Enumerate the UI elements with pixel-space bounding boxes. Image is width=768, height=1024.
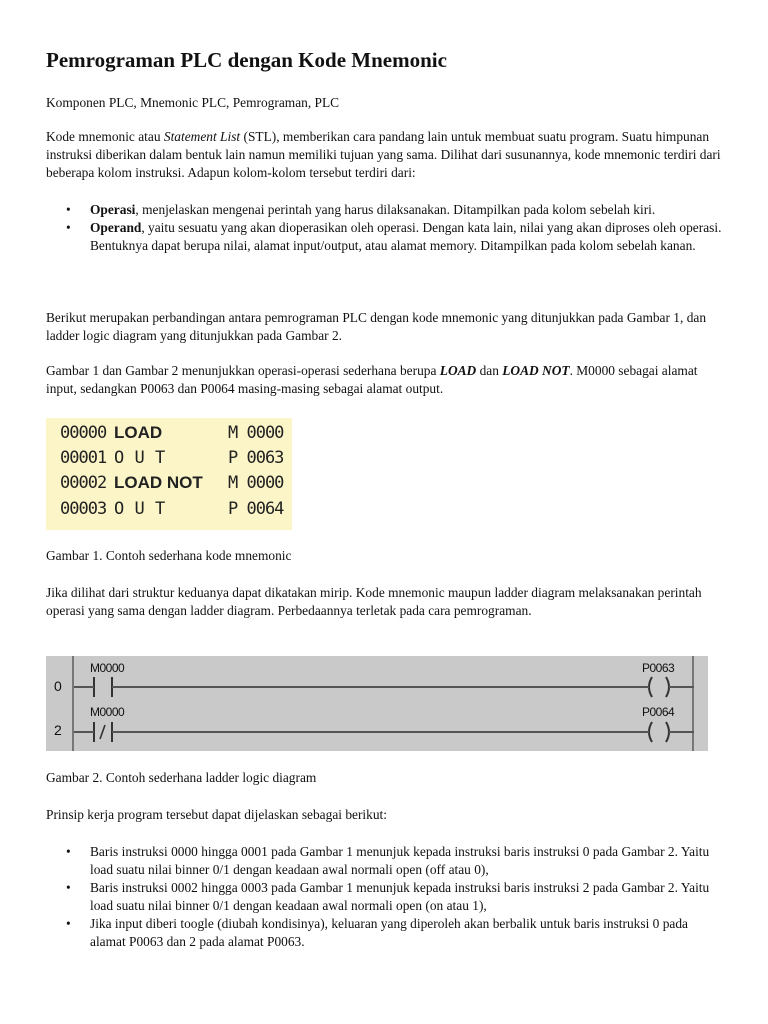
mnemonic-operand: M 0000 <box>228 423 284 443</box>
normally-closed-contact-icon <box>92 721 122 743</box>
term-desc: , menjelaskan mengenai perintah yang harus dilaksanakan. Ditampilkan pada kolom sebelah kiri. <box>135 202 656 217</box>
mnemonic-instruction: O U T <box>114 499 166 519</box>
coil-label: P0064 <box>642 705 675 719</box>
load-not-keyword: LOAD NOT <box>502 363 570 378</box>
contact-label: M0000 <box>90 661 125 675</box>
list-item: • Baris instruksi 0000 hingga 0001 pada Gambar 1 menunjuk kepada instruksi baris instruksi 0 pada Gambar 2. Yaitu load suatu nilai binner 0/1 dengan keadaan awal normali open (off atau 0), <box>90 843 726 879</box>
text-part: Gambar 1 dan Gambar 2 menunjukkan operasi-operasi sederhana berupa <box>46 363 440 378</box>
figure-1-caption: Gambar 1. Contoh sederhana kode mnemonic <box>46 548 292 563</box>
mnemonic-address: 00002 <box>60 473 107 493</box>
structure-paragraph: Jika dilihat dari struktur keduanya dapat dikatakan mirip. Kode mnemonic maupun ladder diagram melaksanakan perintah operasi yang sama dengan ladder diagram. Perbedaannya terletak pada cara pemrograman. <box>46 585 702 618</box>
principles-list <box>46 843 726 951</box>
term-desc: , yaitu sesuatu yang akan dioperasikan oleh operasi. Dengan kata lain, nilai yang akan diproses oleh operasi. Bentuknya dapat berupa nilai, alamat input/output, atau alamat memory. Ditampilkan pada kolom sebelah kanan. <box>90 220 722 253</box>
mnemonic-address: 00000 <box>60 423 107 443</box>
output-coil-icon <box>644 721 674 743</box>
mnemonic-instruction: LOAD <box>114 423 163 442</box>
rung-wire <box>674 731 694 733</box>
term-operasi: Operasi <box>90 202 136 217</box>
rung-number: 2 <box>54 722 62 738</box>
comparison-paragraph: Berikut merupakan perbandingan antara pemrograman PLC dengan kode mnemonic yang ditunjukkan pada Gambar 1, dan ladder logic diagram yang ditunjukkan pada Gambar 2. <box>46 310 707 343</box>
intro-paragraph <box>46 128 726 182</box>
list-item <box>90 201 726 219</box>
list-item <box>90 219 726 255</box>
mnemonic-instruction: LOAD NOT <box>114 473 203 492</box>
rung-wire <box>122 686 646 688</box>
rung-wire <box>74 731 94 733</box>
load-keyword: LOAD <box>439 363 477 378</box>
mnemonic-operand: M 0000 <box>228 473 284 493</box>
rung-number: 0 <box>54 678 62 694</box>
coil-label: P0063 <box>642 661 675 675</box>
contact-label: M0000 <box>90 705 125 719</box>
figure-2-caption: Gambar 2. Contoh sederhana ladder logic diagram <box>46 770 317 785</box>
right-power-rail <box>692 656 694 751</box>
text-part: dan <box>476 363 503 378</box>
principle-intro: Prinsip kerja program tersebut dapat dijelaskan sebagai berikut: <box>46 807 387 822</box>
rung-wire <box>122 731 646 733</box>
mnemonic-operand: P 0063 <box>228 448 284 468</box>
figure-2-ladder-diagram <box>46 656 708 751</box>
output-coil-icon <box>644 676 674 698</box>
normally-open-contact-icon <box>92 676 122 698</box>
intro-italic-term: Statement List <box>163 129 241 144</box>
operations-paragraph <box>46 362 726 398</box>
figure-1-mnemonic <box>46 418 292 530</box>
columns-list <box>46 201 726 255</box>
list-item: • Jika input diberi toogle (diubah kondisinya), keluaran yang diperoleh akan berbalik untuk baris instruksi 0 pada alamat P0063 dan 2 pada alamat P0063. <box>90 915 726 951</box>
mnemonic-operand: P 0064 <box>228 499 284 519</box>
rung-wire <box>674 686 694 688</box>
intro-lead: Kode mnemonic atau <box>46 129 164 144</box>
mnemonic-instruction: O U T <box>114 448 166 468</box>
tags-line: Komponen PLC, Mnemonic PLC, Pemrograman, PLC <box>46 95 340 110</box>
mnemonic-address: 00001 <box>60 448 107 468</box>
intro-rest: (STL), memberikan cara pandang lain untuk membuat suatu program. Suatu himpunan instruksi diberikan dalam bentuk lain namun memiliki tujuan yang sama. Dilihat dari susunannya, kode mnemonic terdiri dari beberapa kolom instruksi. Adapun kolom-kolom tersebut terdiri dari: <box>46 129 721 180</box>
left-power-rail <box>72 656 74 751</box>
text-part: . M0000 sebagai alamat input, sedangkan P0063 dan P0064 masing-masing sebagai alamat output. <box>46 363 698 396</box>
term-operand: Operand <box>90 220 142 235</box>
list-item: • Baris instruksi 0002 hingga 0003 pada Gambar 1 menunjuk kepada instruksi baris instruksi 2 pada Gambar 2. Yaitu load suatu nilai binner 0/1 dengan keadaan awal normali open (on atau 1), <box>90 879 726 915</box>
page-title: Pemrograman PLC dengan Kode Mnemonic <box>46 48 447 72</box>
rung-wire <box>74 686 94 688</box>
mnemonic-address: 00003 <box>60 499 107 519</box>
